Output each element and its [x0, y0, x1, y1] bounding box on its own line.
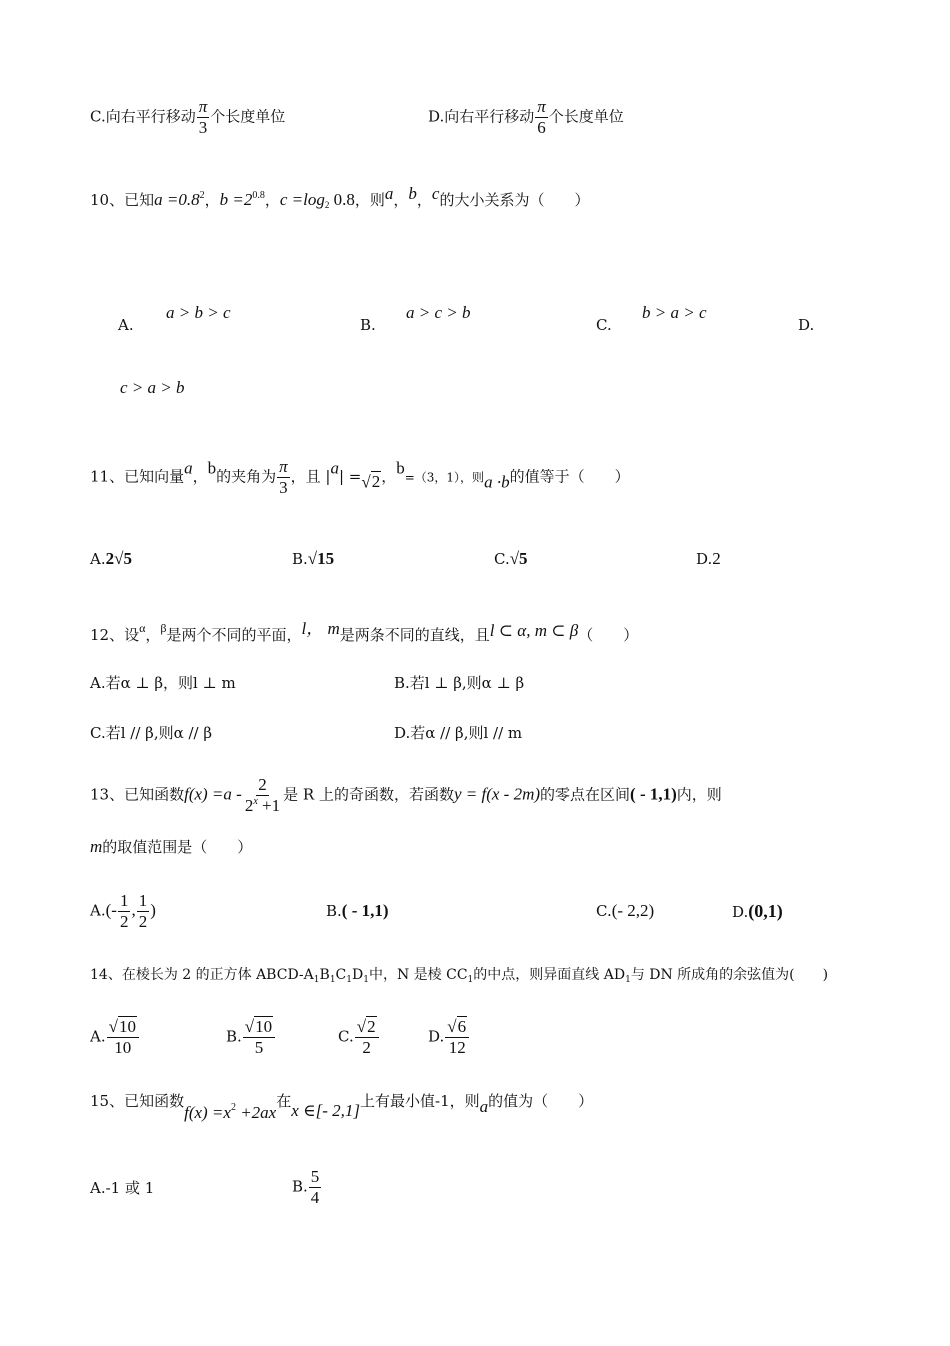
q12-stem: 12、设$^\alpha$，$^\beta$是两个不同的平面，l， m是两条不同的直线，且l ⊂ α, m ⊂ β（ ）: [90, 619, 639, 644]
q10-option-c-expr: b > a > c: [642, 303, 707, 322]
q10-stem: 10、已知$a =0.8^2$，$b =2^{0.8}$，$c =\log_2$ 0.8，则a，b，c的大小关系为（ ）: [90, 184, 590, 210]
q15-option-a: A.-1 或 1: [90, 1179, 155, 1197]
q11-stem: 11、已知向量a，b的夹角为 $\frac{\pi}{3}$ ，且 |a| =√2，b=（3，1），则a ·b的值等于（ ）: [90, 457, 630, 497]
q13-stem-line2: m的取值范围是（ ）: [90, 837, 253, 856]
q12-option-d: D.若α // β,则l // m: [394, 724, 523, 742]
q12-option-b: B.若l ⊥ β,则α ⊥ β: [394, 674, 525, 692]
q14-stem: 14、在棱长为 2 的正方体 ABCD-$A_1B_1C_1D_1$中，N 是棱 $CC_1$的中点，则异面直线 $AD_1$与 DN 所成角的余弦值为( ): [90, 967, 829, 985]
q10-option-c-label: C.: [596, 316, 612, 334]
q10-option-d-label: D.: [798, 316, 815, 334]
q10-option-d-expr: c > a > b: [120, 378, 185, 397]
q14-option-c: C. $\frac{√2}{2}$: [338, 1018, 380, 1057]
q14-option-d: D. $\frac{√6}{12}$: [428, 1018, 470, 1057]
q15-stem: 15、已知函数$f(x) =x_2 +2ax$在x ∈[- 2,1]上有最小值-1，则a的值为（ ）: [90, 1092, 594, 1122]
q14-option-a: A. $\frac{√10}{10}$: [90, 1018, 140, 1057]
q11-option-c: C.√5: [494, 549, 528, 568]
q12-option-c: C.若l // β,则α // β: [90, 724, 213, 742]
q9-option-c: C.向右平行移动 $\frac{\pi}{3}$ 个长度单位: [90, 97, 286, 137]
q14-option-b: B. $\frac{√10}{5}$: [226, 1018, 276, 1057]
q11-option-b: B.√15: [292, 549, 335, 568]
q13-option-a: A.(- $\frac{1}{2}$ , $\frac{1}{2}$ ): [90, 891, 156, 931]
q9-option-d: D.向右平行移动 $\frac{\pi}{6}$ 个长度单位: [428, 97, 624, 137]
q13-option-c: C.(- 2,2): [596, 901, 655, 920]
q11-option-d: D.2: [696, 549, 721, 568]
q13-stem-line1: 13、已知函数f(x) =a - $\frac{2}{2^x +1}$ 是 R 上的奇函数，若函数y = f(x - 2m)的零点在区间( - 1,1)内，则: [90, 775, 722, 815]
q11-option-a: A.2√5: [90, 549, 132, 568]
q13-option-d: D.(0,1): [732, 901, 783, 921]
q10-option-a-expr: a > b > c: [166, 303, 231, 322]
q10-option-b-label: B.: [360, 316, 376, 334]
q10-option-b-expr: a > c > b: [406, 303, 471, 322]
q13-option-b: B.( - 1,1): [326, 901, 389, 920]
q12-option-a: A.若α ⊥ β，则l ⊥ m: [90, 674, 236, 692]
q15-option-b: B. $\frac{5}{4}$: [292, 1167, 320, 1207]
q10-option-a-label: A.: [118, 316, 134, 334]
